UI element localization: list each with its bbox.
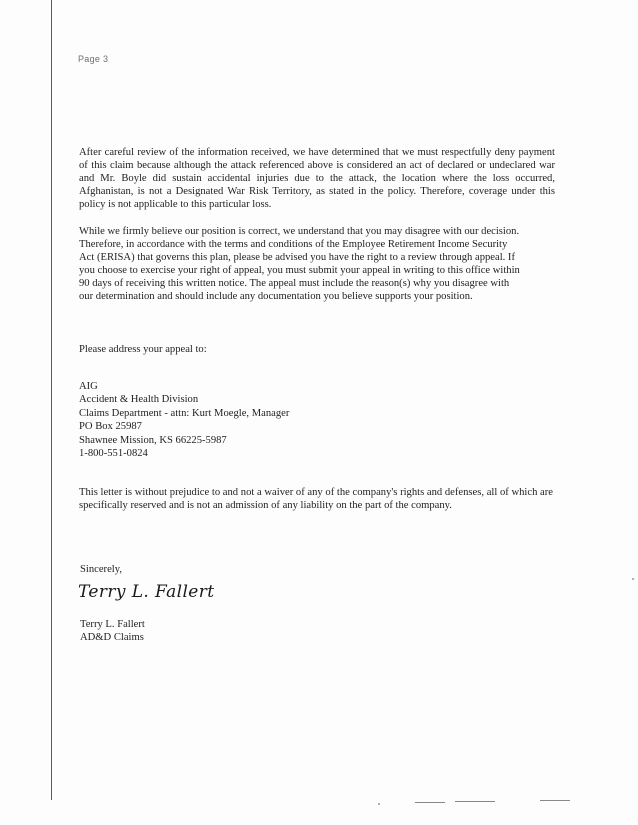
address-city-state-zip: Shawnee Mission, KS 66225-5987 xyxy=(79,434,227,446)
signer-block xyxy=(80,618,145,645)
appeal-rights-paragraph: While we firmly believe our position is correct, we understand that you may disagree with our decision. Therefore, in accordance with the terms and conditions of the Employee Retirement Income Security Act (ERISA) that governs this plan, please be advised you have the right to a review through appeal. If you choose to exercise your right of appeal, you must submit your appeal in writing to this office within 90 days of receiving this written notice. The appeal must include the reason(s) why you disagree with our determination and should include any documentation you believe supports your position. xyxy=(79,226,520,302)
address-division: Accident & Health Division xyxy=(79,394,199,406)
scan-artifact-dot xyxy=(378,803,380,805)
scan-artifact-dot xyxy=(632,578,634,580)
scan-artifact-line xyxy=(415,802,445,803)
page-number: Page 3 xyxy=(78,54,109,64)
address-department: Claims Department - attn: Kurt Moegle, Manager xyxy=(79,407,290,419)
appeal-address-block xyxy=(79,380,289,460)
address-po-box: PO Box 25987 xyxy=(79,421,142,433)
closing-salutation: Sincerely, xyxy=(80,564,122,575)
disclaimer-paragraph: This letter is without prejudice to and not a waiver of any of the company's rights and defenses, all of which are specifically reserved and is not an admission of any liability on the part of the company. xyxy=(79,487,553,511)
signer-name: Terry L. Fallert xyxy=(80,619,145,630)
scan-edge-line xyxy=(51,0,52,800)
scan-artifact-line xyxy=(455,801,495,802)
address-phone: 1-800-551-0824 xyxy=(79,448,148,460)
address-company: AIG xyxy=(79,381,98,392)
denial-paragraph: After careful review of the information received, we have determined that we must respectfully deny payment of this claim because although the attack referenced above is considered an act of declared or undeclared war and Mr. Boyle did sustain accidental injuries due to the attack, the location where the loss occurred, Afghanistan, is not a Designated War Risk Territory, as stated in the policy. Therefore, coverage under this policy is not applicable to this particular loss. xyxy=(79,147,555,210)
signer-title: AD&D Claims xyxy=(80,632,144,644)
handwritten-signature: Terry L. Fallert xyxy=(78,582,215,602)
scan-artifact-line xyxy=(540,800,570,801)
address-intro: Please address your appeal to: xyxy=(79,344,207,355)
